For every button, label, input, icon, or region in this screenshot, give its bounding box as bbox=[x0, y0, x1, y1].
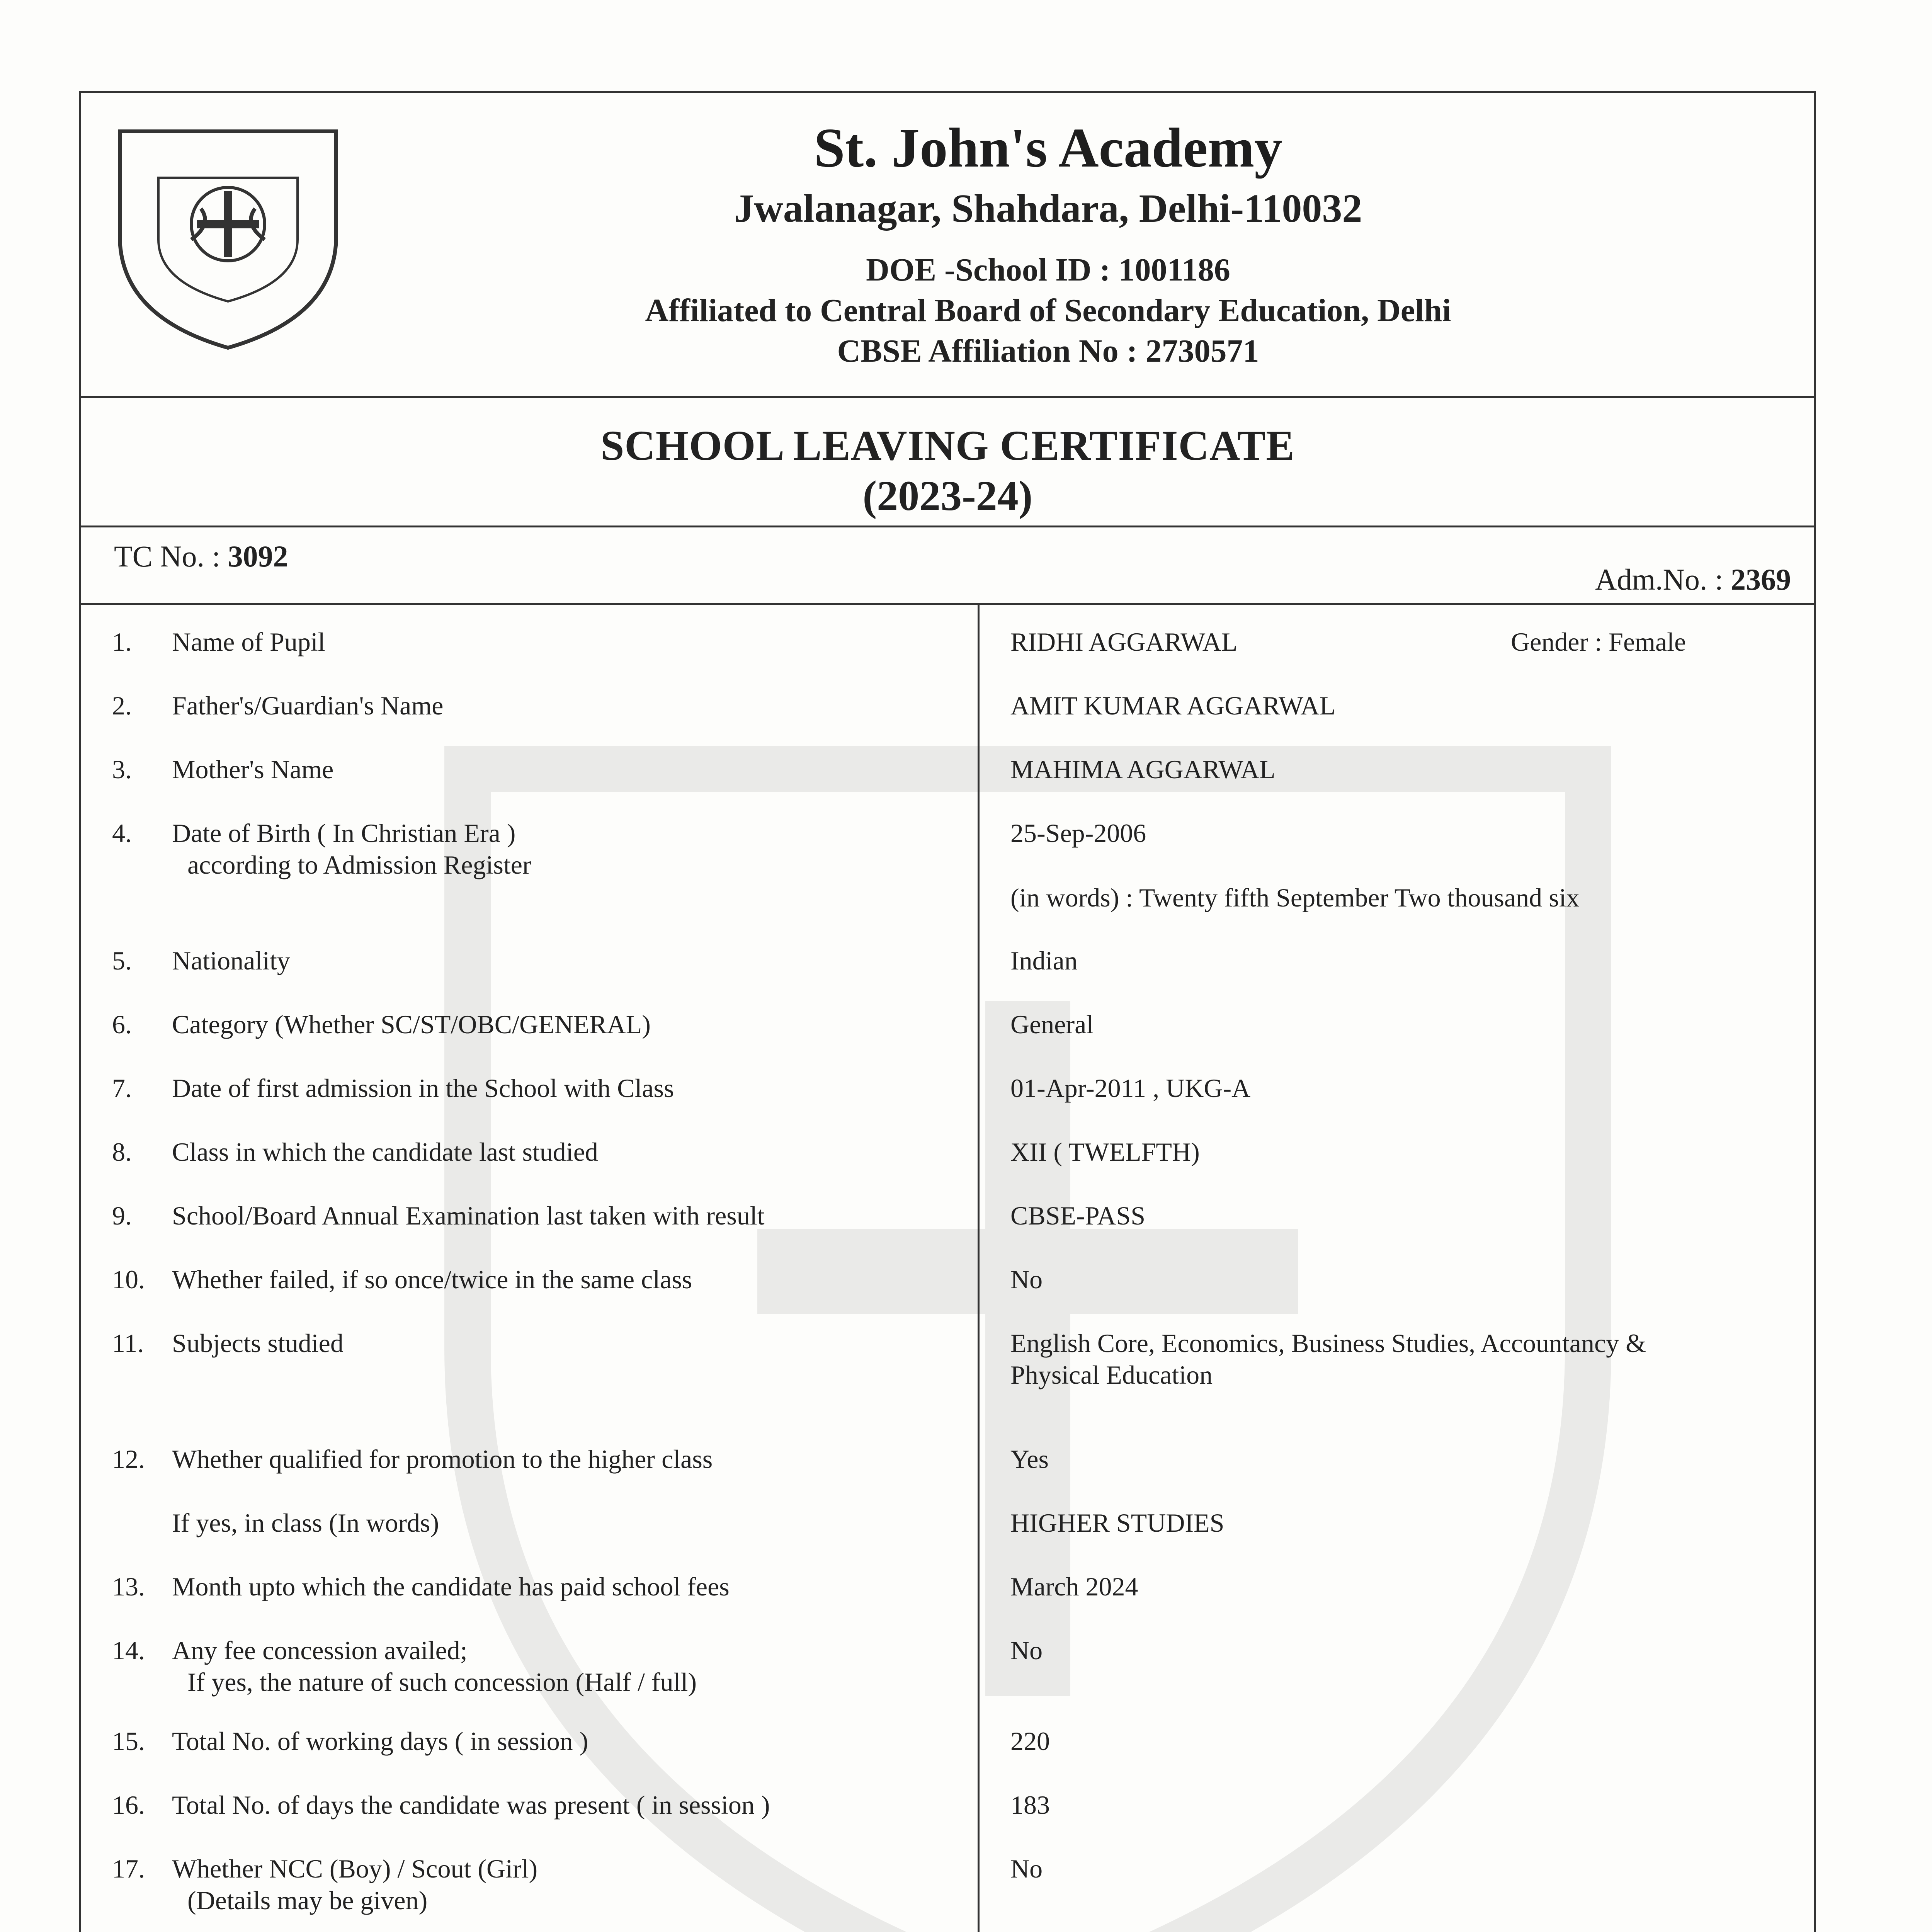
row-number: 16. bbox=[112, 1790, 145, 1820]
row-value-line: 01-Apr-2011 , UKG-A bbox=[1010, 1073, 1251, 1103]
row-value bbox=[1010, 1725, 1764, 1757]
row-value-line: MAHIMA AGGARWAL bbox=[1010, 755, 1276, 784]
row-label-line: If yes, in class (In words) bbox=[172, 1508, 439, 1537]
adm-value: 2369 bbox=[1731, 563, 1791, 596]
row-value bbox=[1010, 945, 1764, 976]
row-label-line: School/Board Annual Examination last taken with result bbox=[172, 1201, 765, 1230]
reference-numbers bbox=[81, 527, 1814, 605]
row-value bbox=[1010, 1507, 1764, 1539]
row-value-line: RIDHI AGGARWAL bbox=[1010, 627, 1238, 656]
row-number: 11. bbox=[112, 1328, 144, 1358]
row-label-line: Mother's Name bbox=[172, 755, 334, 784]
row-number: 13. bbox=[112, 1572, 145, 1601]
certificate-title: SCHOOL LEAVING CERTIFICATE bbox=[600, 422, 1295, 469]
row-label bbox=[172, 1634, 964, 1698]
row-label bbox=[172, 626, 964, 658]
row-label-subline: If yes, the nature of such concession (Half / full) bbox=[187, 1667, 697, 1697]
row-value bbox=[1010, 817, 1764, 913]
row-value-line: General bbox=[1010, 1010, 1094, 1039]
row-label bbox=[172, 1200, 964, 1231]
row-value bbox=[1010, 1136, 1764, 1168]
row-label-line: Whether NCC (Boy) / Scout (Girl) bbox=[172, 1854, 538, 1883]
school-name: St. John's Academy bbox=[814, 117, 1282, 179]
school-address: Jwalanagar, Shahdara, Delhi-110032 bbox=[734, 186, 1362, 231]
row-value-line: No bbox=[1010, 1636, 1043, 1665]
row-number: 2. bbox=[112, 691, 132, 720]
row-value bbox=[1010, 1443, 1764, 1475]
row-number: 14. bbox=[112, 1636, 145, 1665]
row-value bbox=[1010, 753, 1764, 785]
row-value-line: 183 bbox=[1010, 1790, 1050, 1820]
row-label bbox=[172, 753, 964, 785]
row-value-line: Indian bbox=[1010, 946, 1078, 975]
row-label-line: Month upto which the candidate has paid school fees bbox=[172, 1572, 730, 1601]
tc-number bbox=[114, 539, 288, 574]
row-number: 6. bbox=[112, 1010, 132, 1039]
row-value bbox=[1010, 1571, 1764, 1602]
details-table bbox=[81, 605, 1814, 1932]
row-value-line: CBSE-PASS bbox=[1010, 1201, 1146, 1230]
row-label-line: Whether failed, if so once/twice in the same class bbox=[172, 1265, 692, 1294]
row-value bbox=[1010, 1853, 1764, 1884]
row-number: 10. bbox=[112, 1265, 145, 1294]
row-label-line: Name of Pupil bbox=[172, 627, 325, 656]
row-value bbox=[1010, 1200, 1764, 1231]
row-value-line: No bbox=[1010, 1854, 1043, 1883]
row-number: 7. bbox=[112, 1073, 132, 1103]
row-label bbox=[172, 1571, 964, 1602]
row-value-line: Yes bbox=[1010, 1444, 1049, 1474]
row-value-line: AMIT KUMAR AGGARWAL bbox=[1010, 691, 1336, 720]
row-label bbox=[172, 1327, 964, 1359]
certificate-frame bbox=[79, 91, 1816, 1932]
doe-school-id: DOE -School ID : 1001186 bbox=[866, 252, 1230, 288]
row-value-line: No bbox=[1010, 1265, 1043, 1294]
row-label bbox=[172, 690, 964, 721]
gender-value: Gender : Female bbox=[1511, 627, 1686, 656]
row-value-line: 25-Sep-2006 bbox=[1010, 818, 1146, 848]
row-label-line: Date of Birth ( In Christian Era ) bbox=[172, 818, 516, 848]
row-number: 12. bbox=[112, 1444, 145, 1474]
certificate-session: (2023-24) bbox=[862, 472, 1033, 519]
row-label bbox=[172, 1789, 964, 1821]
row-value bbox=[1010, 1327, 1764, 1391]
row-label-subline: (Details may be given) bbox=[187, 1886, 428, 1915]
row-label-line: Date of first admission in the School with Class bbox=[172, 1073, 674, 1103]
row-label bbox=[172, 1853, 964, 1916]
row-value-line: English Core, Economics, Business Studies, Accountancy & bbox=[1010, 1328, 1646, 1358]
row-value-line: HIGHER STUDIES bbox=[1010, 1508, 1225, 1537]
school-header bbox=[81, 93, 1814, 398]
row-label bbox=[172, 945, 964, 976]
row-label bbox=[172, 1725, 964, 1757]
row-label bbox=[172, 1264, 964, 1295]
row-label-line: Nationality bbox=[172, 946, 290, 975]
admission-number bbox=[1595, 562, 1791, 597]
certificate-title-block bbox=[81, 398, 1814, 527]
row-number: 15. bbox=[112, 1726, 145, 1756]
adm-label: Adm.No. : bbox=[1595, 563, 1731, 596]
row-value-line-2: (in words) : Twenty fifth September Two thousand six bbox=[1010, 883, 1580, 912]
row-label-line: Father's/Guardian's Name bbox=[172, 691, 444, 720]
cbse-affiliation-no: CBSE Affiliation No : 2730571 bbox=[837, 333, 1259, 369]
row-number: 3. bbox=[112, 755, 132, 784]
row-value-line: XII ( TWELFTH) bbox=[1010, 1137, 1200, 1167]
row-value-line: March 2024 bbox=[1010, 1572, 1138, 1601]
row-value bbox=[1010, 690, 1764, 721]
row-label bbox=[172, 1443, 964, 1475]
row-value bbox=[1010, 1009, 1764, 1040]
row-label bbox=[172, 817, 964, 881]
row-value bbox=[1010, 1789, 1764, 1821]
row-label-line: Category (Whether SC/ST/OBC/GENERAL) bbox=[172, 1010, 651, 1039]
row-number: 4. bbox=[112, 818, 132, 848]
row-value-line: 220 bbox=[1010, 1726, 1050, 1756]
row-label-line: Class in which the candidate last studied bbox=[172, 1137, 598, 1167]
row-label-line: Whether qualified for promotion to the higher class bbox=[172, 1444, 713, 1474]
affiliation-text: Affiliated to Central Board of Secondary Education, Delhi bbox=[645, 293, 1451, 328]
row-label bbox=[172, 1136, 964, 1168]
row-label-subline: according to Admission Register bbox=[187, 850, 531, 879]
row-label bbox=[172, 1507, 964, 1539]
row-label-line: Total No. of working days ( in session ) bbox=[172, 1726, 588, 1756]
tc-label: TC No. : bbox=[114, 539, 228, 573]
row-label-line: Subjects studied bbox=[172, 1328, 344, 1358]
row-value bbox=[1010, 1072, 1764, 1104]
row-value bbox=[1010, 1264, 1764, 1295]
row-number: 1. bbox=[112, 627, 132, 656]
row-label-line: Any fee concession availed; bbox=[172, 1636, 468, 1665]
row-number: 17. bbox=[112, 1854, 145, 1883]
row-label-line: Total No. of days the candidate was present ( in session ) bbox=[172, 1790, 770, 1820]
row-value bbox=[1010, 1634, 1764, 1666]
row-label bbox=[172, 1072, 964, 1104]
row-number: 9. bbox=[112, 1201, 132, 1230]
row-number: 8. bbox=[112, 1137, 132, 1167]
row-value-line-2: Physical Education bbox=[1010, 1360, 1213, 1389]
row-label bbox=[172, 1009, 964, 1040]
row-number: 5. bbox=[112, 946, 132, 975]
tc-value: 3092 bbox=[228, 539, 288, 573]
column-divider bbox=[978, 605, 980, 1932]
